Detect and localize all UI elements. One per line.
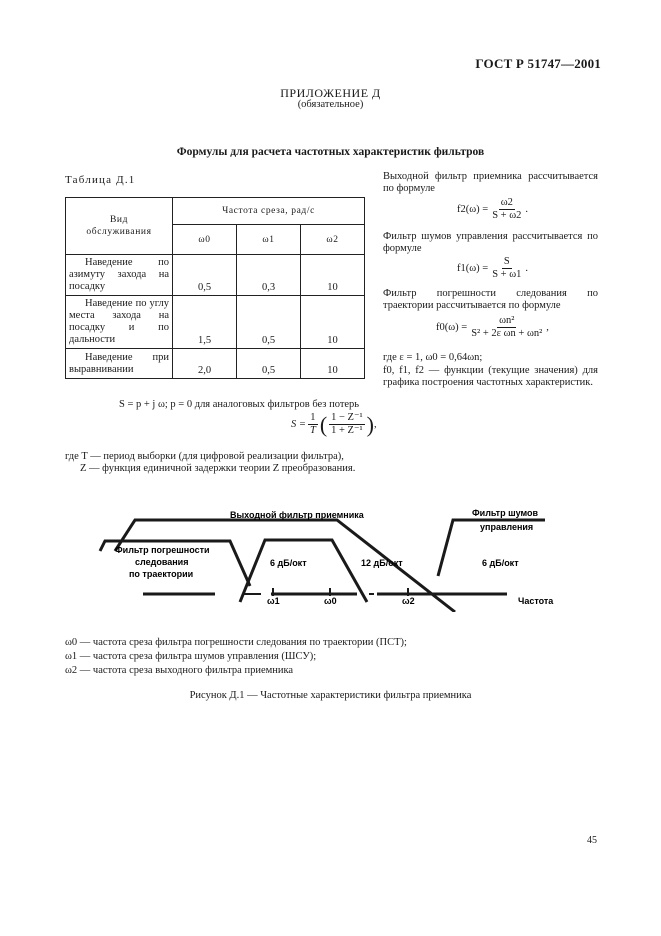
appendix-status: (обязательное) [297, 99, 364, 110]
label-slope-right: 6 дБ/окт [482, 558, 519, 568]
value-w1: 0,5 [237, 296, 301, 349]
label-error-filter: Фильтр погрешности [115, 545, 210, 555]
legend-w2: ω2 — частота среза выходного фильтра приемника [65, 665, 294, 676]
header-w1: ω1 [237, 225, 301, 255]
value-w1: 0,5 [237, 349, 301, 379]
value-w0: 2,0 [173, 349, 237, 379]
frequency-response-figure [95, 500, 565, 612]
header-service: Вид обслуживания [66, 198, 173, 255]
tick-label-w2: ω2 [402, 596, 415, 606]
legend-w1: ω1 — частота среза фильтра шумов управления (ШСУ); [65, 651, 317, 662]
table-row [66, 349, 365, 379]
value-w0: 1,5 [173, 296, 237, 349]
header-w0: ω0 [173, 225, 237, 255]
table-row [66, 296, 365, 349]
where-epsilon: где ε = 1, ω0 = 0,64ωn; [383, 352, 483, 363]
value-w2: 10 [301, 349, 365, 379]
service-cell: Наведение по углу места захода на посадку и по дальности [66, 296, 173, 349]
label-error-filter-2: следования [135, 557, 189, 567]
legend-w0: ω0 — частота среза фильтра погрешности следования по траектории (ПСТ); [65, 637, 407, 648]
section-title: Формулы для расчета частотных характеристик фильтров [176, 146, 485, 158]
label-noise-filter: Фильтр шумов [472, 508, 539, 518]
table-row [66, 255, 365, 296]
label-output-filter: Выходной фильтр приемника [230, 510, 364, 520]
label-slope-mid: 12 дБ/окт [361, 558, 403, 568]
tick-label-w0: ω0 [324, 596, 337, 606]
where-Z: Z — функция единичной задержки теории Z преобразования. [80, 463, 356, 474]
label-noise-filter-2: управления [480, 522, 534, 532]
standard-number: ГОСТ Р 51747—2001 [475, 56, 601, 71]
s-definition: S = p + j ω; p = 0 для аналоговых фильтров без потерь [119, 399, 360, 410]
label-error-filter-3: по траектории [129, 569, 194, 579]
frequency-table [65, 197, 365, 379]
output-filter-paragraph: Выходной фильтр приемника рассчитывается по формуле [383, 171, 598, 194]
page-number: 45 [587, 835, 597, 846]
where-T: где T — период выборки (для цифровой реализации фильтра), [65, 451, 344, 462]
tick-label-w1: ω1 [267, 596, 280, 606]
service-cell: Наведение по азимуту захода на посадку [66, 255, 173, 296]
appendix-title: ПРИЛОЖЕНИЕ Д [280, 86, 381, 100]
value-w1: 0,3 [237, 255, 301, 296]
service-cell: Наведение при выравнивании [66, 349, 173, 379]
noise-filter-paragraph: Фильтр шумов управления рассчитывается по формуле [383, 231, 598, 254]
formula-s: S = $\frac{1}{T}$ ( $\frac{\text{1 − Z⁻¹}}{\text{1 + Z⁻¹}}$ ) , [291, 411, 377, 437]
value-w2: 10 [301, 255, 365, 296]
figure-caption: Рисунок Д.1 — Частотные характеристики фильтра приемника [189, 690, 472, 701]
value-w2: 10 [301, 296, 365, 349]
value-w0: 0,5 [173, 255, 237, 296]
label-slope-left: 6 дБ/окт [270, 558, 307, 568]
table-label: Таблица Д.1 [65, 174, 136, 186]
axis-label-frequency: Частота [518, 596, 554, 606]
error-filter-paragraph: Фильтр погрешности следования по траектории рассчитывается по формуле [383, 288, 598, 311]
header-w2: ω2 [301, 225, 365, 255]
header-cutoff-frequency: Частота среза, рад/с [173, 198, 365, 225]
formula-f2: f2(ω) = $\frac{\omega 2}{S + \omega 2}$ . [457, 197, 529, 221]
formula-f0: f0(ω) = $\frac{\text{ωn²}}{\text{S² + 2ε ωn + ωn²}}$ , [436, 315, 549, 339]
formula-f1: f1(ω) = $\frac{S}{S + \omega 1}$ . [457, 256, 529, 280]
functions-note: f0, f1, f2 — функции (текущие значения) для графика построения частотных характеристик. [383, 365, 598, 388]
